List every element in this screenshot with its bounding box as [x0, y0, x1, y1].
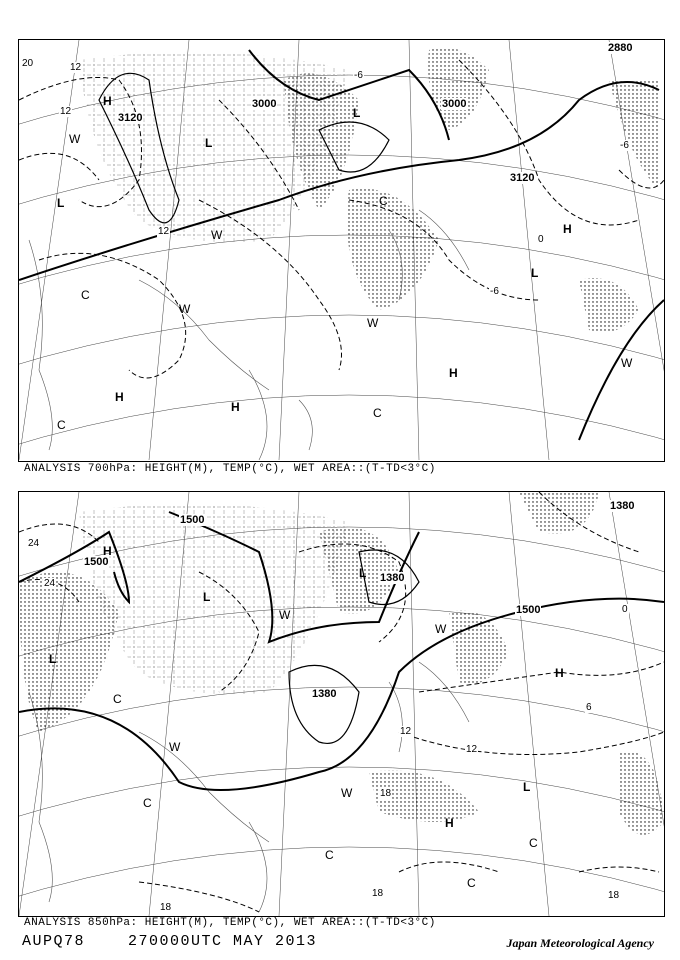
isotherm-label: 18 [608, 890, 620, 901]
height-label: 1500 [516, 604, 541, 616]
height-label: 3000 [252, 98, 277, 110]
cold-marker: C [373, 406, 382, 420]
pressure-center: H [563, 222, 572, 236]
cold-marker: C [529, 836, 538, 850]
pressure-center: L [523, 780, 531, 794]
warm-marker: W [621, 356, 633, 370]
chart-850hpa [18, 491, 665, 917]
pressure-center: H [103, 94, 112, 108]
height-label: 3120 [510, 172, 535, 184]
isotherm-label: 12 [466, 744, 478, 755]
pressure-center: H [445, 816, 454, 830]
height-label: 1380 [610, 500, 635, 512]
pressure-center: H [115, 390, 124, 404]
isotherm-label: 6 [586, 702, 592, 713]
height-label: 1500 [180, 514, 205, 526]
pressure-center: H [449, 366, 458, 380]
caption-700hpa: ANALYSIS 700hPa: HEIGHT(M), TEMP(°C), WET AREA::(T-TD<3°C) [24, 463, 436, 475]
height-label: 1380 [380, 572, 405, 584]
cold-marker: C [379, 194, 388, 208]
isotherm-label: 18 [380, 788, 392, 799]
pressure-center: L [203, 590, 211, 604]
warm-marker: W [279, 608, 291, 622]
warm-marker: W [367, 316, 379, 330]
isotherm-label: -6 [620, 140, 629, 151]
warm-marker: W [435, 622, 447, 636]
cold-marker: C [81, 288, 90, 302]
valid-time: 270000UTC MAY 2013 [128, 933, 318, 950]
pressure-center: H [555, 666, 564, 680]
isotherm-label: 24 [44, 578, 56, 589]
height-label: 2880 [608, 42, 633, 54]
pressure-center: L [531, 266, 539, 280]
isotherm-label: 12 [60, 106, 72, 117]
isotherm-label: 0 [538, 234, 544, 245]
cold-marker: C [57, 418, 66, 432]
pressure-center: L [359, 566, 367, 580]
cold-marker: C [143, 796, 152, 810]
isotherm-label: -6 [490, 286, 499, 297]
agency-name: Japan Meteorological Agency [506, 936, 654, 950]
isotherm-label: 0 [622, 604, 628, 615]
warm-marker: W [211, 228, 223, 242]
isotherm-label: -6 [354, 70, 363, 81]
height-label: 1500 [84, 556, 109, 568]
pressure-center: H [231, 400, 240, 414]
isotherm-label: 12 [400, 726, 412, 737]
isotherm-label: 12 [158, 226, 170, 237]
warm-marker: W [341, 786, 353, 800]
cold-marker: C [113, 692, 122, 706]
pressure-center: H [103, 544, 112, 558]
pressure-center: L [353, 106, 361, 120]
cold-marker: C [467, 876, 476, 890]
height-label: 1380 [312, 688, 337, 700]
isotherm-label: 18 [160, 902, 172, 913]
warm-marker: W [169, 740, 181, 754]
chart-code: AUPQ78 [22, 933, 86, 950]
chart-700hpa [18, 39, 665, 462]
warm-marker: W [69, 132, 81, 146]
isotherm-label: 12 [70, 62, 82, 73]
isotherm-label: 20 [22, 58, 34, 69]
pressure-center: L [49, 652, 57, 666]
warm-marker: W [179, 302, 191, 316]
isotherm-label: 18 [372, 888, 384, 899]
pressure-center: L [57, 196, 65, 210]
cold-marker: C [325, 848, 334, 862]
height-label: 3120 [118, 112, 143, 124]
caption-850hpa: ANALYSIS 850hPa: HEIGHT(M), TEMP(°C), WET AREA::(T-TD<3°C) [24, 917, 436, 929]
height-label: 3000 [442, 98, 467, 110]
isotherm-label: 24 [28, 538, 40, 549]
pressure-center: L [205, 136, 213, 150]
